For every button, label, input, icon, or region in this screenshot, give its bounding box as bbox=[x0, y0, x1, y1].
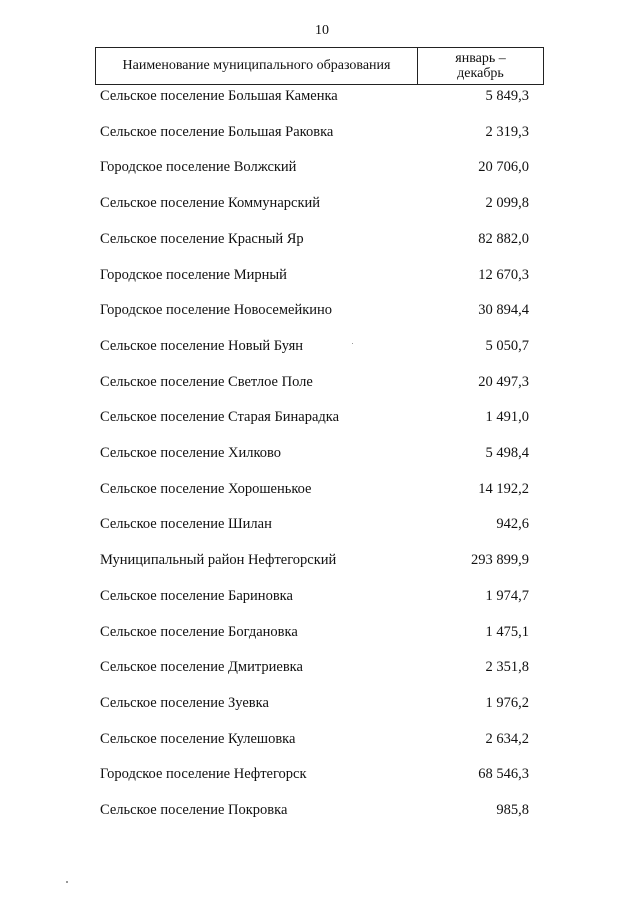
table-row bbox=[0, 124, 640, 144]
table-row bbox=[0, 267, 640, 287]
amount-value: 293 899,9 bbox=[471, 552, 529, 568]
header-period-line2: декабрь bbox=[457, 66, 504, 81]
table-row bbox=[0, 552, 640, 572]
table-row bbox=[0, 445, 640, 465]
table-row bbox=[0, 409, 640, 429]
amount-value: 2 319,3 bbox=[485, 124, 529, 140]
amount-value: 942,6 bbox=[496, 516, 529, 532]
amount-value: 1 491,0 bbox=[485, 409, 529, 425]
table-header bbox=[95, 47, 544, 85]
table-row bbox=[0, 159, 640, 179]
header-period-column bbox=[418, 48, 544, 85]
table-row bbox=[0, 802, 640, 822]
amount-value: 20 497,3 bbox=[478, 374, 529, 390]
table-row bbox=[0, 624, 640, 644]
municipality-name: Сельское поселение Зуевка bbox=[100, 695, 269, 711]
municipality-name: Сельское поселение Светлое Поле bbox=[100, 374, 313, 390]
table-row bbox=[0, 231, 640, 251]
amount-value: 5 849,3 bbox=[485, 88, 529, 104]
amount-value: 2 099,8 bbox=[485, 195, 529, 211]
municipality-name: Сельское поселение Шилан bbox=[100, 516, 272, 532]
municipality-name: Сельское поселение Коммунарский bbox=[100, 195, 321, 211]
municipality-name: Сельское поселение Бариновка bbox=[100, 588, 293, 604]
scan-speck bbox=[352, 343, 353, 344]
table-row bbox=[0, 302, 640, 322]
municipality-name: Муниципальный район Нефтегорский bbox=[100, 552, 337, 568]
amount-value: 20 706,0 bbox=[478, 159, 529, 175]
municipality-name: Городское поселение Новосемейкино bbox=[100, 302, 333, 318]
scan-speck bbox=[66, 881, 68, 883]
table-row bbox=[0, 338, 640, 358]
table-row bbox=[0, 695, 640, 715]
page-number bbox=[0, 23, 640, 39]
municipality-name: Городское поселение Волжский bbox=[100, 159, 297, 175]
amount-value: 985,8 bbox=[496, 802, 529, 818]
amount-value: 14 192,2 bbox=[478, 481, 529, 497]
municipality-name: Сельское поселение Старая Бинарадка bbox=[100, 409, 340, 425]
header-name-column: Наименование муниципального образования bbox=[96, 48, 418, 85]
municipality-name: Городское поселение Нефтегорск bbox=[100, 766, 307, 782]
municipality-name: Сельское поселение Дмитриевка bbox=[100, 659, 303, 675]
table-row bbox=[0, 766, 640, 786]
table-row bbox=[0, 588, 640, 608]
table-row bbox=[0, 659, 640, 679]
municipality-name: Сельское поселение Хорошенькое bbox=[100, 481, 312, 497]
table-row bbox=[0, 481, 640, 501]
amount-value: 5 050,7 bbox=[485, 338, 529, 354]
amount-value: 82 882,0 bbox=[478, 231, 529, 247]
page-number-text: 10 bbox=[315, 23, 329, 38]
table-row bbox=[0, 88, 640, 108]
amount-value: 12 670,3 bbox=[478, 267, 529, 283]
municipality-name: Городское поселение Мирный bbox=[100, 267, 287, 283]
table-row bbox=[0, 195, 640, 215]
amount-value: 1 974,7 bbox=[485, 588, 529, 604]
municipality-name: Сельское поселение Кулешовка bbox=[100, 731, 296, 747]
municipality-name: Сельское поселение Хилково bbox=[100, 445, 282, 461]
amount-value: 2 351,8 bbox=[485, 659, 529, 675]
table-row bbox=[0, 374, 640, 394]
municipality-name: Сельское поселение Богдановка bbox=[100, 624, 298, 640]
municipality-name: Сельское поселение Большая Раковка bbox=[100, 124, 334, 140]
amount-value: 1 475,1 bbox=[485, 624, 529, 640]
municipality-name: Сельское поселение Новый Буян bbox=[100, 338, 304, 354]
municipality-name: Сельское поселение Большая Каменка bbox=[100, 88, 338, 104]
municipality-name: Сельское поселение Покровка bbox=[100, 802, 288, 818]
amount-value: 1 976,2 bbox=[485, 695, 529, 711]
amount-value: 68 546,3 bbox=[478, 766, 529, 782]
amount-value: 5 498,4 bbox=[485, 445, 529, 461]
table-row bbox=[0, 516, 640, 536]
municipality-name: Сельское поселение Красный Яр bbox=[100, 231, 304, 247]
header-row bbox=[96, 48, 544, 85]
amount-value: 2 634,2 bbox=[485, 731, 529, 747]
header-period-line1: январь – bbox=[455, 51, 506, 66]
table-row bbox=[0, 731, 640, 751]
amount-value: 30 894,4 bbox=[478, 302, 529, 318]
